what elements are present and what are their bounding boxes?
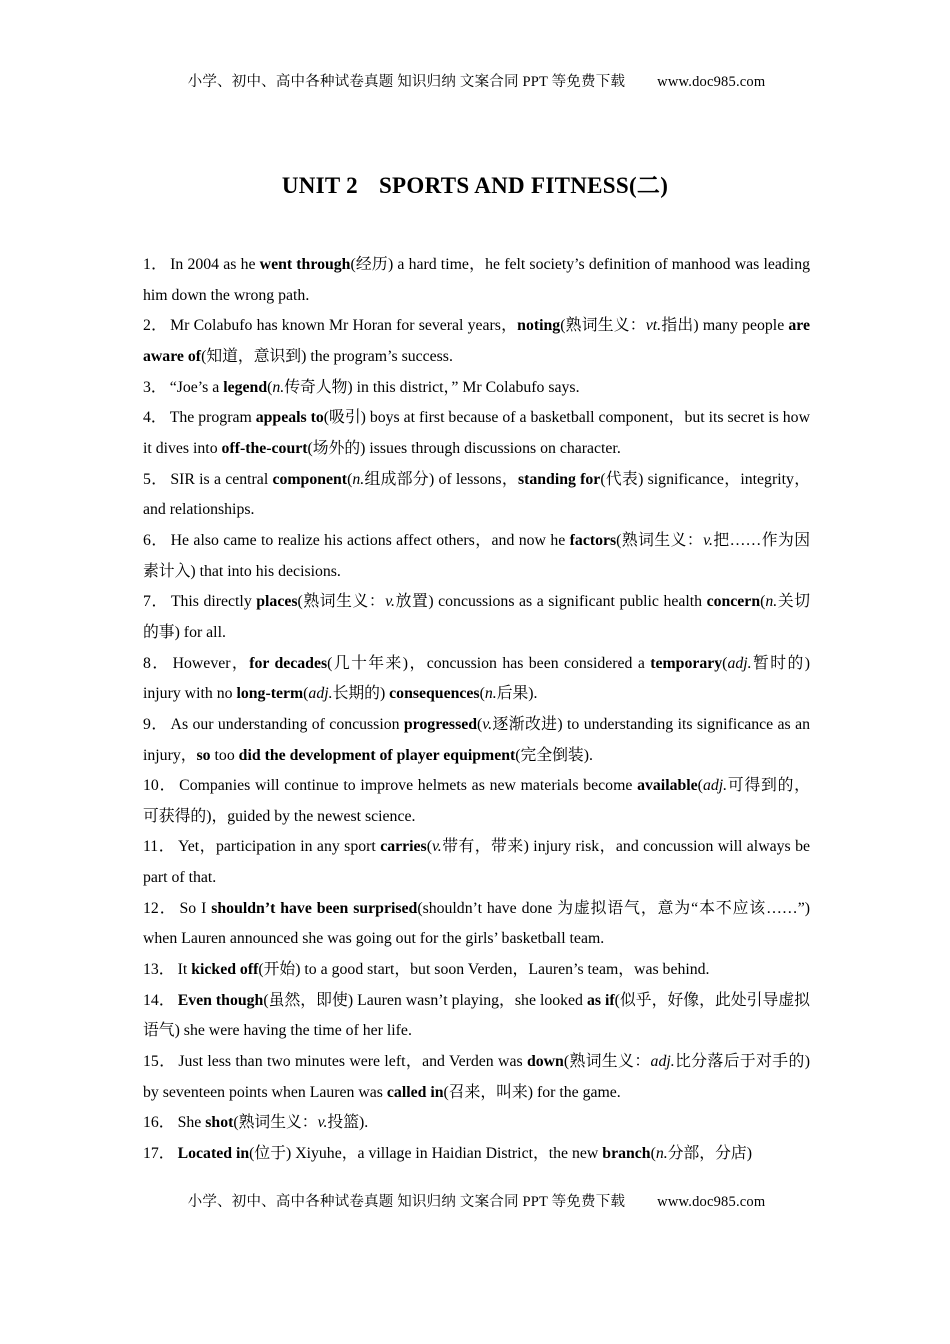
vocab-term: shouldn’t have been surprised bbox=[211, 899, 418, 917]
list-item bbox=[143, 832, 810, 893]
vocab-term: component bbox=[272, 470, 348, 488]
list-item bbox=[143, 771, 810, 832]
item-text: “Joe’s a bbox=[169, 378, 224, 396]
item-text: 分部，分店) bbox=[667, 1145, 752, 1163]
item-text: He also came to realize his actions affect others，and now he bbox=[170, 531, 570, 549]
item-text: 可得到的，可获得的)，guided by the newest science. bbox=[143, 777, 810, 825]
vocab-term: temporary bbox=[650, 654, 723, 672]
list-item bbox=[143, 465, 810, 526]
pos-abbrev: v. bbox=[317, 1114, 328, 1132]
item-number: 11． bbox=[143, 838, 175, 856]
item-text: In 2004 as he bbox=[170, 256, 260, 273]
item-number: 5． bbox=[143, 470, 168, 488]
item-number: 4． bbox=[143, 409, 167, 427]
item-text: ( bbox=[722, 654, 728, 672]
list-item bbox=[143, 403, 810, 464]
vocab-term: down bbox=[526, 1053, 564, 1071]
vocab-term: consequences bbox=[389, 685, 480, 703]
header-url: www.doc985.com bbox=[657, 74, 766, 90]
item-text: (熟词生义： bbox=[297, 593, 386, 611]
items-list bbox=[143, 250, 810, 1170]
item-text: 逐渐改进) to understanding its significance as an injury， bbox=[143, 715, 810, 764]
item-number: 1． bbox=[143, 256, 168, 273]
vocab-term: places bbox=[256, 593, 298, 611]
item-text: 放置) concussions as a significant public health bbox=[395, 593, 707, 611]
item-number: 13． bbox=[143, 961, 175, 979]
item-text: (经历) a hard time，he felt society’s definition of manhood was leading him down the wrong path. bbox=[143, 256, 810, 304]
item-number: 12． bbox=[143, 899, 177, 917]
item-text: (开始) to a good start，but soon Verden，Lauren’s team，was behind. bbox=[258, 961, 710, 979]
item-text: Mr Colabufo has known Mr Horan for several years， bbox=[170, 317, 518, 335]
item-text: (几十年来)，concussion has been considered a bbox=[327, 654, 651, 672]
vocab-term: as if bbox=[586, 991, 615, 1009]
vocab-term: available bbox=[637, 777, 698, 795]
list-item bbox=[143, 894, 810, 955]
item-text: 组成部分) of lessons， bbox=[364, 470, 518, 488]
item-number: 2． bbox=[143, 317, 168, 335]
pos-abbrev: v. bbox=[482, 715, 493, 733]
list-item bbox=[143, 1047, 810, 1108]
pos-abbrev: v. bbox=[431, 838, 442, 856]
pos-abbrev: n. bbox=[655, 1145, 668, 1163]
title-topic: SPORTS AND FITNESS(二) bbox=[378, 173, 669, 198]
vocab-term: noting bbox=[517, 317, 561, 335]
item-text: 长期的) bbox=[332, 685, 390, 703]
vocab-term: legend bbox=[223, 378, 268, 396]
item-number: 6． bbox=[143, 531, 168, 549]
page-header bbox=[143, 70, 810, 91]
item-text: 把……作为因素计入) that into his decisions. bbox=[143, 531, 810, 580]
item-text: It bbox=[177, 961, 192, 979]
item-text: (代表) significance，integrity，and relationships. bbox=[143, 470, 810, 519]
item-text: (场外的) issues through discussions on character. bbox=[307, 439, 621, 457]
item-text: However， bbox=[172, 654, 250, 672]
vocab-term: standing for bbox=[517, 470, 601, 488]
vocab-term: called in bbox=[386, 1083, 444, 1101]
item-number: 8． bbox=[143, 654, 170, 672]
item-text: (位于) Xiyuhe，a village in Haidian District，the new bbox=[249, 1145, 603, 1163]
page-title bbox=[0, 167, 950, 200]
pos-abbrev: v. bbox=[385, 593, 396, 611]
pos-abbrev: v. bbox=[703, 531, 713, 549]
vocab-term: Located in bbox=[177, 1145, 250, 1163]
list-item bbox=[143, 649, 810, 710]
footer-text: 小学、初中、高中各种试卷真题 知识归纳 文案合同 PPT 等免费下载 bbox=[187, 1194, 626, 1210]
item-text: ( bbox=[479, 685, 485, 703]
vocab-term: appeals to bbox=[255, 409, 324, 427]
item-text: 指出) many people bbox=[661, 317, 789, 335]
vocab-term: progressed bbox=[403, 715, 478, 733]
item-text: Just less than two minutes were left，and Verden was bbox=[178, 1053, 527, 1071]
item-text: ( bbox=[477, 715, 483, 733]
item-text: too bbox=[210, 746, 239, 764]
item-text: (熟词生义： bbox=[560, 317, 646, 335]
list-item bbox=[143, 1139, 810, 1170]
vocab-term: shot bbox=[205, 1114, 234, 1132]
pos-abbrev: adj. bbox=[727, 654, 752, 672]
pos-abbrev: vt. bbox=[645, 317, 662, 335]
item-text: (虽然，即使) Lauren wasn’t playing，she looked bbox=[263, 991, 587, 1009]
vocab-term: went through bbox=[259, 256, 351, 273]
item-text: (似乎，好像，此处引导虚拟语气) she were having the time of her life. bbox=[143, 991, 810, 1040]
list-item bbox=[143, 311, 810, 372]
item-number: 9． bbox=[143, 715, 168, 733]
item-text: (shouldn’t have done 为虚拟语气，意为“本不应该……”) when Lauren announced she was going out for the girls’ basketball team. bbox=[143, 899, 810, 948]
vocab-term: long-term bbox=[236, 685, 304, 703]
item-text: The program bbox=[169, 409, 256, 427]
item-text: ( bbox=[303, 685, 309, 703]
vocab-term: branch bbox=[602, 1145, 651, 1163]
item-text: (熟词生义： bbox=[616, 531, 704, 549]
vocab-term: carries bbox=[380, 838, 427, 856]
item-text: Yet，participation in any sport bbox=[177, 838, 381, 856]
footer-url: www.doc985.com bbox=[657, 1194, 766, 1210]
item-text: SIR is a central bbox=[170, 470, 273, 488]
item-number: 16． bbox=[143, 1114, 175, 1132]
item-number: 10． bbox=[143, 777, 177, 795]
vocab-term: did the development of player equipment bbox=[238, 746, 516, 764]
item-text: She bbox=[177, 1114, 206, 1132]
vocab-term: for decades bbox=[249, 654, 328, 672]
item-number: 17． bbox=[143, 1145, 175, 1163]
header-text: 小学、初中、高中各种试卷真题 知识归纳 文案合同 PPT 等免费下载 bbox=[187, 74, 626, 90]
item-number: 14． bbox=[143, 991, 175, 1009]
vocab-term: are aware of bbox=[143, 317, 811, 365]
item-text: ( bbox=[697, 777, 703, 795]
page-footer bbox=[143, 1190, 810, 1211]
item-text: ( bbox=[760, 593, 766, 611]
vocab-term: factors bbox=[569, 531, 617, 549]
item-text: This directly bbox=[170, 593, 257, 611]
pos-abbrev: n. bbox=[765, 593, 778, 611]
list-item bbox=[143, 587, 810, 648]
pos-abbrev: n. bbox=[272, 378, 285, 396]
list-item bbox=[143, 373, 810, 404]
item-text: 传奇人物) in this district，” Mr Colabufo says. bbox=[284, 378, 580, 396]
list-item bbox=[143, 526, 810, 587]
vocab-term: so bbox=[196, 746, 211, 764]
item-text: ( bbox=[426, 838, 432, 856]
item-text: (熟词生义： bbox=[563, 1053, 651, 1071]
item-text: 投篮). bbox=[327, 1114, 369, 1132]
list-item bbox=[143, 250, 810, 311]
title-unit: UNIT 2 bbox=[281, 173, 358, 198]
item-number: 7． bbox=[143, 593, 168, 611]
vocab-term: Even though bbox=[177, 991, 264, 1009]
pos-abbrev: adj. bbox=[308, 685, 333, 703]
item-text: ( bbox=[267, 378, 273, 396]
pos-abbrev: adj. bbox=[702, 777, 728, 795]
item-text: (完全倒装). bbox=[515, 746, 593, 764]
item-text: (吸引) boys at first because of a basketball component，but its secret is how it dives into bbox=[143, 409, 810, 457]
item-text: 关切的事) for all. bbox=[143, 593, 810, 641]
item-text: So I bbox=[179, 899, 212, 917]
item-text: Companies will continue to improve helmets as new materials become bbox=[179, 777, 638, 795]
list-item bbox=[143, 1108, 810, 1139]
list-item bbox=[143, 986, 810, 1047]
item-text: 后果). bbox=[496, 685, 538, 703]
item-text: (召来，叫来) for the game. bbox=[443, 1083, 621, 1101]
vocab-term: concern bbox=[706, 593, 761, 611]
list-item bbox=[143, 955, 810, 986]
vocab-term: off-the-court bbox=[221, 439, 308, 457]
item-text: ( bbox=[650, 1145, 656, 1163]
item-text: (知道，意识到) the program’s success. bbox=[201, 347, 453, 365]
pos-abbrev: adj. bbox=[650, 1053, 675, 1071]
item-number: 3． bbox=[143, 378, 167, 396]
item-text: ( bbox=[347, 470, 353, 488]
vocab-term: kicked off bbox=[191, 961, 259, 979]
item-text: As our understanding of concussion bbox=[170, 715, 404, 733]
list-item bbox=[143, 710, 810, 771]
item-number: 15． bbox=[143, 1053, 176, 1071]
pos-abbrev: n. bbox=[484, 685, 497, 703]
item-text: 暂时的) injury with no bbox=[143, 654, 811, 703]
pos-abbrev: n. bbox=[352, 470, 365, 488]
item-text: (熟词生义： bbox=[233, 1114, 318, 1132]
item-text: 带有，带来) injury risk，and concussion will always be part of that. bbox=[143, 838, 810, 887]
item-text: 比分落后于对手的) by seventeen points when Lauren was bbox=[143, 1053, 810, 1101]
